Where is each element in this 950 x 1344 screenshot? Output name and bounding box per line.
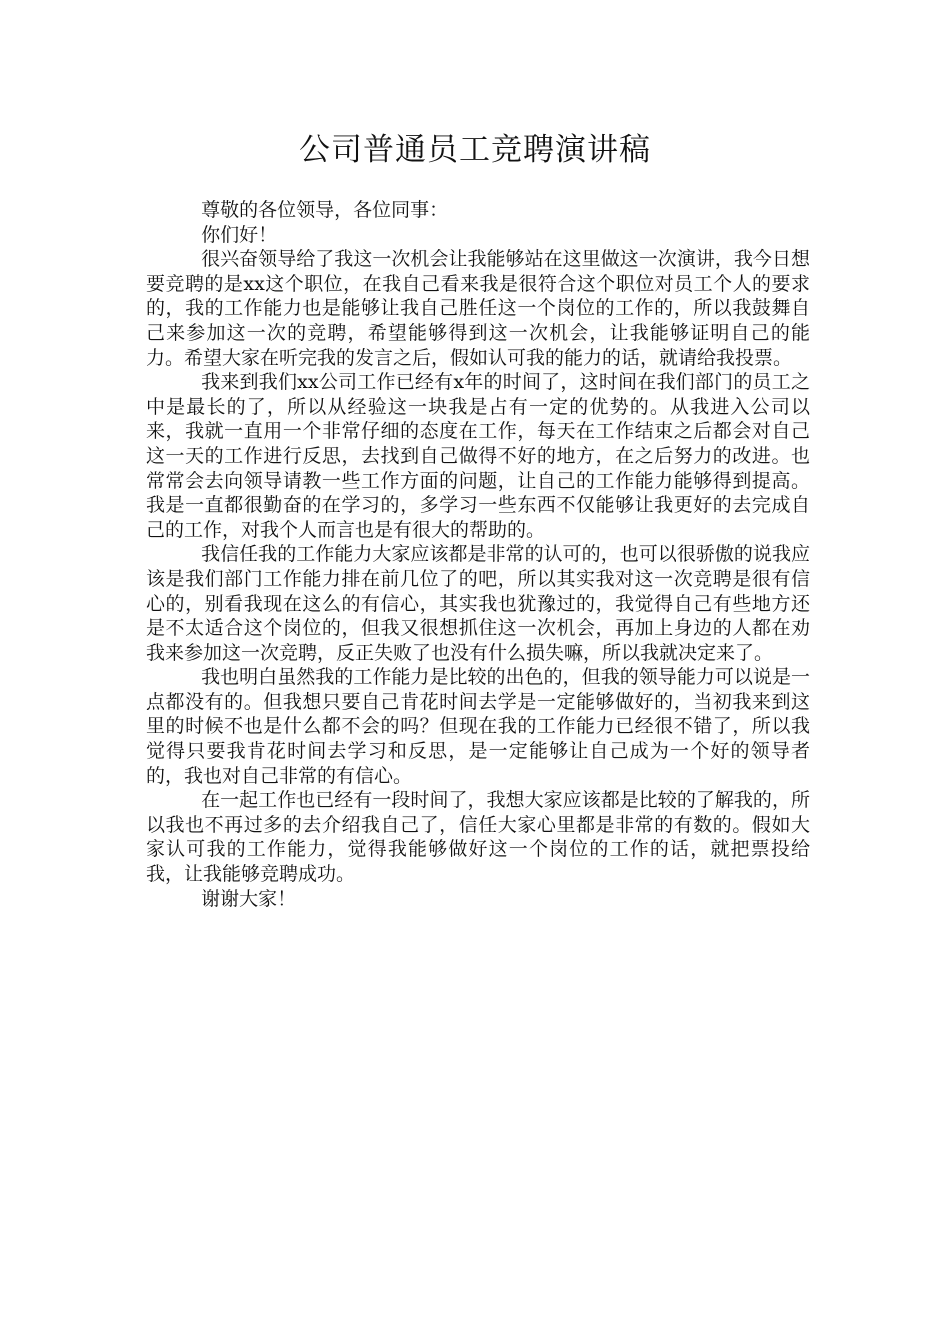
paragraph-leadership: 我也明白虽然我的工作能力是比较的出色的，但我的领导能力可以说是一点都没有的。但我想只要自己肯花时间去学是一定能够做好的，当初我来到这里的时候不也是什么都不会的吗？但现在我的工作能力已经很不错了，所以我觉得只要我肯花时间去学习和反思，是一定能够让自己成为一个好的领导者的，我也对自己非常的有信心。: [146, 666, 810, 787]
greeting: 你们好！: [201, 223, 278, 246]
paragraph-experience: 我来到我们xx公司工作已经有x年的时间了，这时间在我们部门的员工之中是最长的了，所以从经验这一块我是占有一定的优势的。从我进入公司以来，我就一直用一个非常仔细的态度在工作，每天在工作结束之后都会对自己这一天的工作进行反思，去找到自己做得不好的地方，在之后努力的改进。也常常会去向领导请教一些工作方面的问题，让自己的工作能力能够得到提高。我是一直都很勤奋的在学习的，多学习一些东西不仅能够让我更好的去完成自己的工作，对我个人而言也是有很大的帮助的。: [146, 371, 810, 541]
salutation: 尊敬的各位领导，各位同事：: [201, 199, 449, 221]
document-body: [146, 198, 810, 911]
paragraph-closing: 在一起工作也已经有一段时间了，我想大家应该都是比较的了解我的，所以我也不再过多的去介绍我自己了，信任大家心里都是非常的有数的。假如大家认可我的工作能力，觉得我能够做好这一个岗位的工作的话，就把票投给我，让我能够竞聘成功。: [146, 789, 810, 886]
thanks: 谢谢大家！: [201, 887, 297, 910]
paragraph-confidence: 我信任我的工作能力大家应该都是非常的认可的，也可以很骄傲的说我应该是我们部门工作能力排在前几位了的吧，所以其实我对这一次竞聘是很有信心的，别看我现在这么的有信心，其实我也犹豫过的，我觉得自己有些地方还是不太适合这个岗位的，但我又很想抓住这一次机会，再加上身边的人都在劝我来参加这一次竞聘，反正失败了也没有什么损失嘛，所以我就决定来了。: [146, 543, 810, 664]
document-title: 公司普通员工竞聘演讲稿: [299, 132, 651, 168]
paragraph-intro: 很兴奋领导给了我这一次机会让我能够站在这里做这一次演讲，我今日想要竞聘的是xx这个职位，在我自己看来我是很符合这个职位对员工个人的要求的，我的工作能力也是能够让我自己胜任这一个岗位的工作的，所以我鼓舞自己来参加这一次的竞聘，希望能够得到这一次机会，让我能够证明自己的能力。希望大家在听完我的发言之后，假如认可我的能力的话，就请给我投票。: [146, 248, 810, 369]
